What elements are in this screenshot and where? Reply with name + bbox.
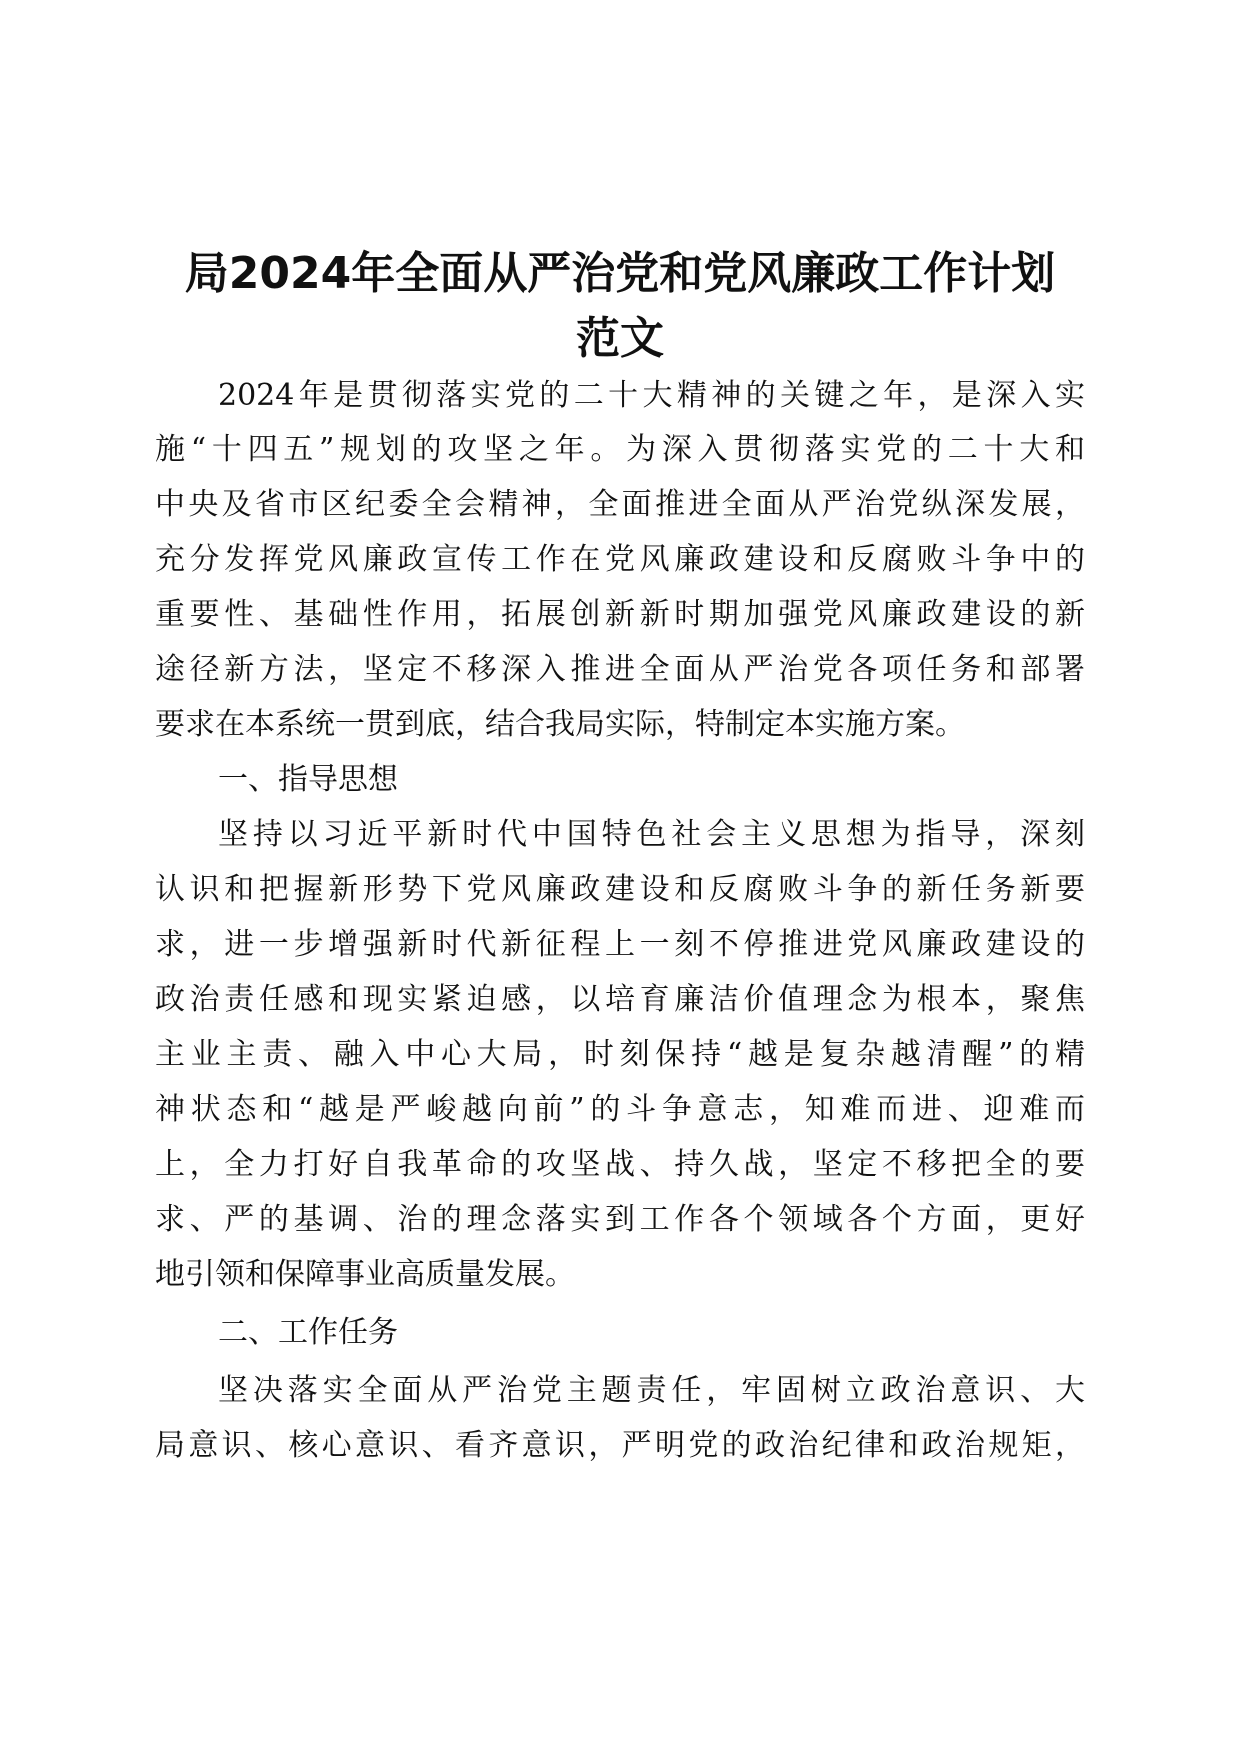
section-1-line-9: 地引领和保障事业高质量发展。: [155, 1257, 575, 1292]
section-1-line-1: 坚持以习近平新时代中国特色社会主义思想为指导，深刻: [218, 817, 1085, 852]
section-1-line-5: 主业主责、融入中心大局，时刻保持“越是复杂越清醒”的精: [155, 1037, 1085, 1072]
section-1-line-8: 求、严的基调、治的理念落实到工作各个领域各个方面，更好: [155, 1202, 1085, 1237]
intro-line-2: 施“十四五”规划的攻坚之年。为深入贯彻落实党的二十大和: [155, 432, 1085, 467]
intro-line-7: 要求在本系统一贯到底，结合我局实际，特制定本实施方案。: [155, 707, 965, 742]
section-2-heading: 二、工作任务: [218, 1315, 398, 1350]
section-1-line-3: 求，进一步增强新时代新征程上一刻不停推进党风廉政建设的: [155, 927, 1085, 962]
intro-line-3: 中央及省市区纪委全会精神，全面推进全面从严治党纵深发展，: [155, 487, 1085, 522]
section-1-line-6: 神状态和“越是严峻越向前”的斗争意志，知难而进、迎难而: [155, 1092, 1085, 1127]
section-1-line-2: 认识和把握新形势下党风廉政建设和反腐败斗争的新任务新要: [155, 872, 1085, 907]
document-title-line-2: 范文: [576, 313, 664, 364]
section-1-line-7: 上，全力打好自我革命的攻坚战、持久战，坚定不移把全的要: [155, 1147, 1085, 1182]
intro-line-5: 重要性、基础性作用，拓展创新新时期加强党风廉政建设的新: [155, 597, 1085, 632]
section-1-line-4: 政治责任感和现实紧迫感，以培育廉洁价值理念为根本，聚焦: [155, 982, 1085, 1017]
intro-line-6: 途径新方法，坚定不移深入推进全面从严治党各项任务和部署: [155, 652, 1085, 687]
section-2-line-2: 局意识、核心意识、看齐意识，严明党的政治纪律和政治规矩，: [155, 1428, 1085, 1463]
section-1-heading: 一、指导思想: [218, 762, 398, 797]
document-title-line-1: 局2024年全面从严治党和党风廉政工作计划: [184, 248, 1056, 299]
intro-line-1: 2024年是贯彻落实党的二十大精神的关键之年，是深入实: [218, 378, 1085, 413]
intro-line-4: 充分发挥党风廉政宣传工作在党风廉政建设和反腐败斗争中的: [155, 542, 1085, 577]
section-2-line-1: 坚决落实全面从严治党主题责任，牢固树立政治意识、大: [218, 1373, 1085, 1408]
